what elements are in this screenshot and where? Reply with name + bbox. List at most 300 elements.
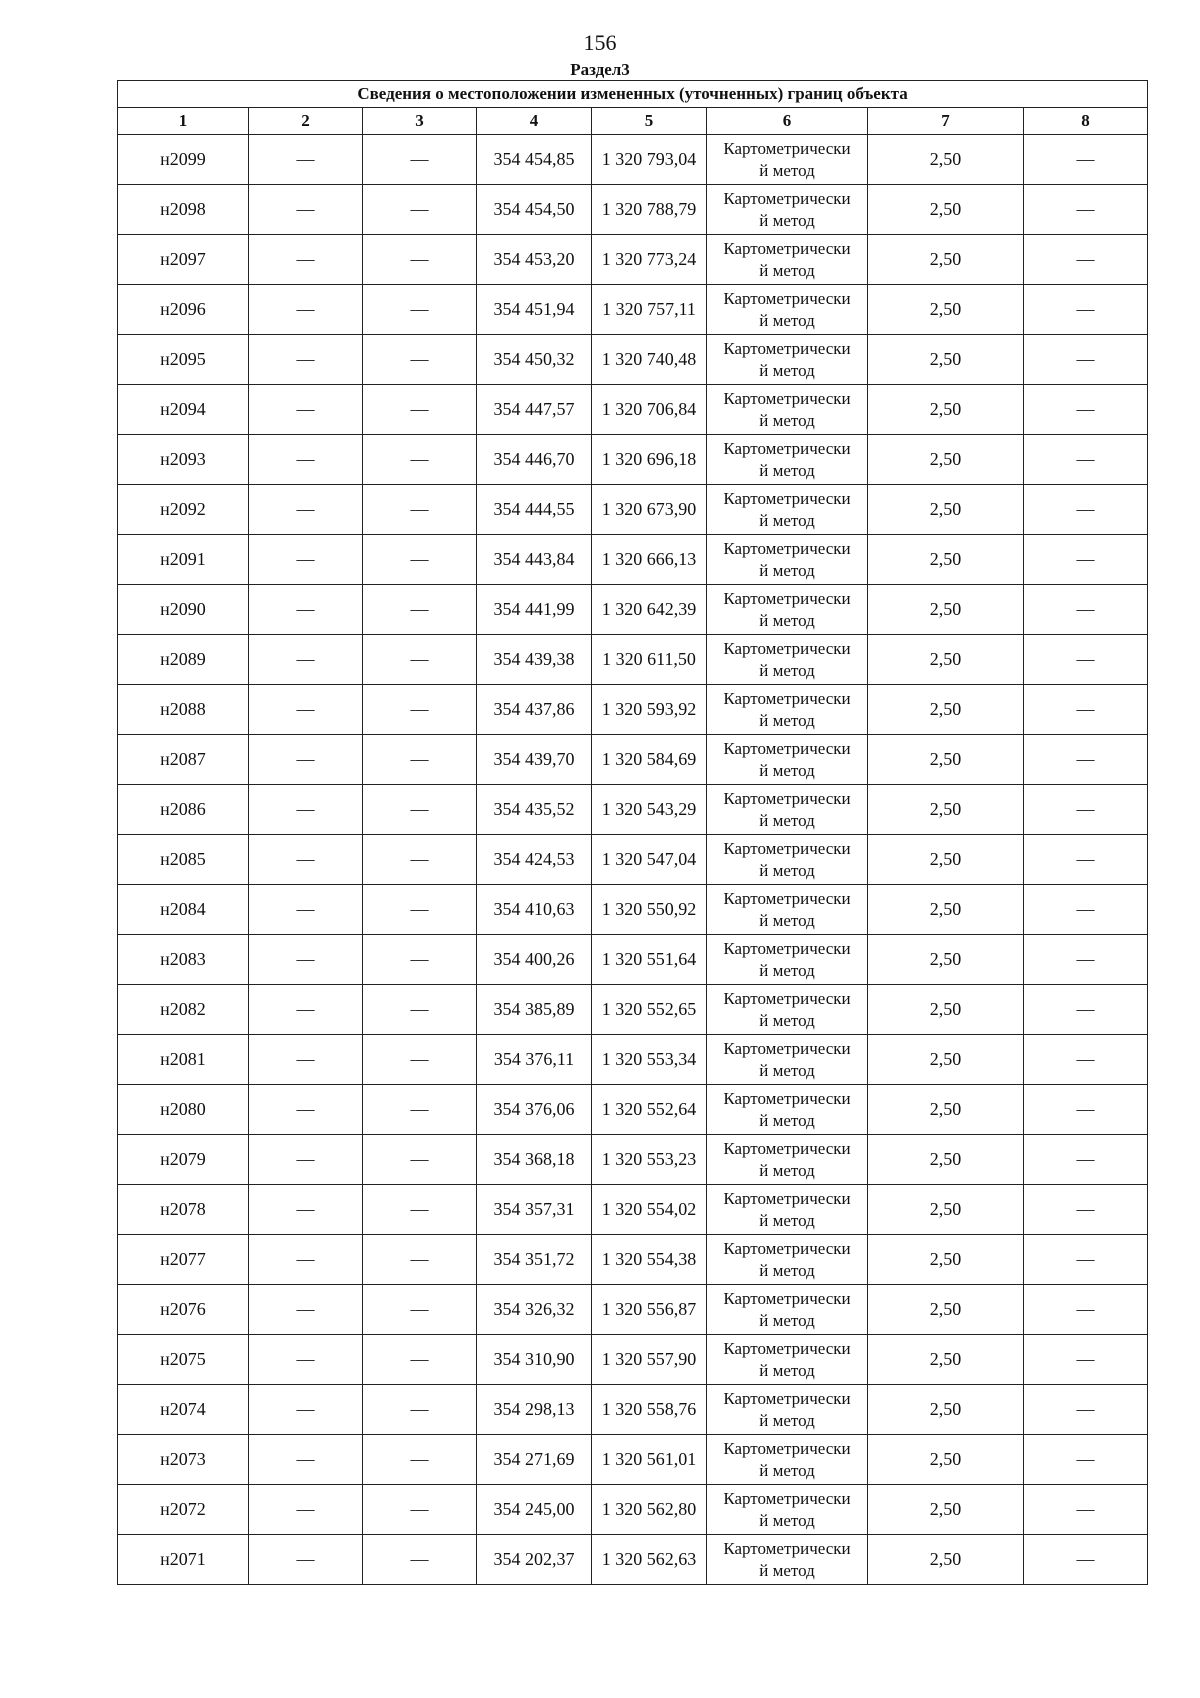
y-coordinate-cell: 1 320 561,01 [592, 1435, 707, 1485]
method-text-line1: Картометрически [723, 138, 851, 158]
accuracy-cell: 2,50 [868, 935, 1024, 985]
table-row [118, 1435, 1148, 1485]
column-number: 3 [363, 108, 477, 135]
method-text-line1: Картометрически [723, 438, 851, 458]
y-coordinate-cell: 1 320 562,80 [592, 1485, 707, 1535]
accuracy-cell: 2,50 [868, 285, 1024, 335]
method-cell [707, 185, 868, 235]
point-number-cell: н2082 [118, 985, 249, 1035]
method-text-line2: й метод [759, 310, 815, 330]
dash-cell: — [1024, 535, 1148, 585]
column-number: 7 [868, 108, 1024, 135]
method-text-line1: Картометрически [723, 988, 851, 1008]
point-number-cell: н2092 [118, 485, 249, 535]
dash-cell: — [1024, 185, 1148, 235]
dash-cell: — [1024, 1435, 1148, 1485]
y-coordinate-cell: 1 320 556,87 [592, 1285, 707, 1335]
y-coordinate-cell: 1 320 773,24 [592, 235, 707, 285]
method-text-line2: й метод [759, 1410, 815, 1430]
method-cell [707, 685, 868, 735]
dash-cell: — [249, 335, 363, 385]
y-coordinate-cell: 1 320 543,29 [592, 785, 707, 835]
dash-cell: — [249, 1235, 363, 1285]
x-coordinate-cell: 354 439,38 [477, 635, 592, 685]
y-coordinate-cell: 1 320 558,76 [592, 1385, 707, 1435]
point-number-cell: н2075 [118, 1335, 249, 1385]
table-row [118, 585, 1148, 635]
method-text-line1: Картометрически [723, 938, 851, 958]
dash-cell: — [249, 135, 363, 185]
method-text-line2: й метод [759, 710, 815, 730]
y-coordinate-cell: 1 320 553,23 [592, 1135, 707, 1185]
x-coordinate-cell: 354 351,72 [477, 1235, 592, 1285]
accuracy-cell: 2,50 [868, 185, 1024, 235]
table-row [118, 635, 1148, 685]
method-text-line1: Картометрически [723, 1088, 851, 1108]
table-caption: Сведения о местоположении измененных (уточненных) границ объекта [118, 81, 1148, 108]
column-number: 5 [592, 108, 707, 135]
y-coordinate-cell: 1 320 642,39 [592, 585, 707, 635]
method-text-line2: й метод [759, 1160, 815, 1180]
y-coordinate-cell: 1 320 793,04 [592, 135, 707, 185]
method-text-line1: Картометрически [723, 738, 851, 758]
point-number-cell: н2084 [118, 885, 249, 935]
dash-cell: — [363, 1485, 477, 1535]
dash-cell: — [363, 235, 477, 285]
dash-cell: — [1024, 1285, 1148, 1335]
method-cell [707, 1385, 868, 1435]
x-coordinate-cell: 354 376,11 [477, 1035, 592, 1085]
accuracy-cell: 2,50 [868, 635, 1024, 685]
x-coordinate-cell: 354 443,84 [477, 535, 592, 585]
dash-cell: — [249, 1485, 363, 1535]
dash-cell: — [363, 485, 477, 535]
method-text-line2: й метод [759, 810, 815, 830]
point-number-cell: н2097 [118, 235, 249, 285]
dash-cell: — [1024, 1535, 1148, 1585]
method-text-line1: Картометрически [723, 538, 851, 558]
point-number-cell: н2099 [118, 135, 249, 185]
y-coordinate-cell: 1 320 593,92 [592, 685, 707, 735]
x-coordinate-cell: 354 385,89 [477, 985, 592, 1035]
table-row [118, 1485, 1148, 1535]
dash-cell: — [363, 1185, 477, 1235]
dash-cell: — [249, 585, 363, 635]
method-text-line1: Картометрически [723, 1338, 851, 1358]
method-cell [707, 335, 868, 385]
accuracy-cell: 2,50 [868, 835, 1024, 885]
method-text-line2: й метод [759, 360, 815, 380]
point-number-cell: н2083 [118, 935, 249, 985]
dash-cell: — [249, 485, 363, 535]
accuracy-cell: 2,50 [868, 435, 1024, 485]
dash-cell: — [363, 935, 477, 985]
y-coordinate-cell: 1 320 562,63 [592, 1535, 707, 1585]
point-number-cell: н2087 [118, 735, 249, 785]
method-text-line2: й метод [759, 1360, 815, 1380]
method-text-line1: Картометрически [723, 388, 851, 408]
dash-cell: — [363, 335, 477, 385]
method-text-line2: й метод [759, 210, 815, 230]
dash-cell: — [249, 1335, 363, 1385]
accuracy-cell: 2,50 [868, 385, 1024, 435]
dash-cell: — [363, 1285, 477, 1335]
column-number: 4 [477, 108, 592, 135]
dash-cell: — [249, 935, 363, 985]
accuracy-cell: 2,50 [868, 335, 1024, 385]
method-text-line1: Картометрически [723, 188, 851, 208]
accuracy-cell: 2,50 [868, 535, 1024, 585]
dash-cell: — [249, 885, 363, 935]
dash-cell: — [249, 1435, 363, 1485]
dash-cell: — [363, 1335, 477, 1385]
method-text-line2: й метод [759, 1560, 815, 1580]
dash-cell: — [1024, 1135, 1148, 1185]
dash-cell: — [1024, 1035, 1148, 1085]
point-number-cell: н2091 [118, 535, 249, 585]
x-coordinate-cell: 354 310,90 [477, 1335, 592, 1385]
accuracy-cell: 2,50 [868, 735, 1024, 785]
x-coordinate-cell: 354 376,06 [477, 1085, 592, 1135]
table-row [118, 935, 1148, 985]
point-number-cell: н2076 [118, 1285, 249, 1335]
method-cell [707, 135, 868, 185]
dash-cell: — [363, 135, 477, 185]
x-coordinate-cell: 354 446,70 [477, 435, 592, 485]
y-coordinate-cell: 1 320 584,69 [592, 735, 707, 785]
method-cell [707, 1235, 868, 1285]
table-row [118, 435, 1148, 485]
point-number-cell: н2094 [118, 385, 249, 435]
method-text-line2: й метод [759, 1310, 815, 1330]
page-number: 156 [583, 30, 617, 55]
accuracy-cell: 2,50 [868, 1135, 1024, 1185]
point-number-cell: н2090 [118, 585, 249, 635]
accuracy-cell: 2,50 [868, 1185, 1024, 1235]
dash-cell: — [363, 735, 477, 785]
method-text-line1: Картометрически [723, 238, 851, 258]
table-body [118, 135, 1148, 1585]
table-row [118, 1385, 1148, 1435]
dash-cell: — [1024, 235, 1148, 285]
method-text-line2: й метод [759, 260, 815, 280]
table-row [118, 885, 1148, 935]
dash-cell: — [249, 1085, 363, 1135]
method-cell [707, 985, 868, 1035]
dash-cell: — [249, 985, 363, 1035]
method-cell [707, 1085, 868, 1135]
x-coordinate-cell: 354 454,50 [477, 185, 592, 235]
y-coordinate-cell: 1 320 552,65 [592, 985, 707, 1035]
table-row [118, 835, 1148, 885]
dash-cell: — [1024, 485, 1148, 535]
dash-cell: — [1024, 1085, 1148, 1135]
table-row [118, 1085, 1148, 1135]
point-number-cell: н2074 [118, 1385, 249, 1435]
section-title: Раздел3 [570, 60, 630, 79]
dash-cell: — [249, 735, 363, 785]
method-text-line2: й метод [759, 960, 815, 980]
method-text-line2: й метод [759, 1110, 815, 1130]
method-text-line2: й метод [759, 1210, 815, 1230]
dash-cell: — [1024, 885, 1148, 935]
dash-cell: — [1024, 285, 1148, 335]
dash-cell: — [249, 835, 363, 885]
method-cell [707, 385, 868, 435]
point-number-cell: н2079 [118, 1135, 249, 1185]
dash-cell: — [1024, 985, 1148, 1035]
method-text-line1: Картометрически [723, 1488, 851, 1508]
dash-cell: — [1024, 785, 1148, 835]
method-cell [707, 435, 868, 485]
dash-cell: — [363, 1235, 477, 1285]
y-coordinate-cell: 1 320 557,90 [592, 1335, 707, 1385]
dash-cell: — [1024, 1335, 1148, 1385]
accuracy-cell: 2,50 [868, 785, 1024, 835]
y-coordinate-cell: 1 320 552,64 [592, 1085, 707, 1135]
x-coordinate-cell: 354 439,70 [477, 735, 592, 785]
method-text-line1: Картометрически [723, 638, 851, 658]
x-coordinate-cell: 354 298,13 [477, 1385, 592, 1435]
dash-cell: — [1024, 435, 1148, 485]
point-number-cell: н2073 [118, 1435, 249, 1485]
y-coordinate-cell: 1 320 757,11 [592, 285, 707, 335]
table-row [118, 335, 1148, 385]
method-cell [707, 1135, 868, 1185]
y-coordinate-cell: 1 320 611,50 [592, 635, 707, 685]
accuracy-cell: 2,50 [868, 885, 1024, 935]
method-text-line1: Картометрически [723, 488, 851, 508]
method-text-line2: й метод [759, 160, 815, 180]
method-text-line1: Картометрически [723, 338, 851, 358]
accuracy-cell: 2,50 [868, 1435, 1024, 1485]
dash-cell: — [1024, 385, 1148, 435]
accuracy-cell: 2,50 [868, 985, 1024, 1035]
dash-cell: — [249, 1135, 363, 1185]
table-row [118, 685, 1148, 735]
point-number-cell: н2098 [118, 185, 249, 235]
point-number-cell: н2088 [118, 685, 249, 735]
y-coordinate-cell: 1 320 740,48 [592, 335, 707, 385]
y-coordinate-cell: 1 320 554,02 [592, 1185, 707, 1235]
y-coordinate-cell: 1 320 706,84 [592, 385, 707, 435]
y-coordinate-cell: 1 320 696,18 [592, 435, 707, 485]
table-row [118, 535, 1148, 585]
dash-cell: — [249, 1035, 363, 1085]
table-row [118, 235, 1148, 285]
point-number-cell: н2086 [118, 785, 249, 835]
dash-cell: — [1024, 935, 1148, 985]
x-coordinate-cell: 354 435,52 [477, 785, 592, 835]
method-text-line1: Картометрически [723, 788, 851, 808]
method-text-line2: й метод [759, 610, 815, 630]
y-coordinate-cell: 1 320 547,04 [592, 835, 707, 885]
x-coordinate-cell: 354 357,31 [477, 1185, 592, 1235]
dash-cell: — [363, 1385, 477, 1435]
accuracy-cell: 2,50 [868, 585, 1024, 635]
dash-cell: — [249, 285, 363, 335]
method-text-line2: й метод [759, 760, 815, 780]
column-number: 8 [1024, 108, 1148, 135]
accuracy-cell: 2,50 [868, 135, 1024, 185]
dash-cell: — [363, 285, 477, 335]
x-coordinate-cell: 354 326,32 [477, 1285, 592, 1335]
y-coordinate-cell: 1 320 550,92 [592, 885, 707, 935]
method-cell [707, 935, 868, 985]
method-text-line2: й метод [759, 910, 815, 930]
x-coordinate-cell: 354 454,85 [477, 135, 592, 185]
dash-cell: — [363, 885, 477, 935]
dash-cell: — [1024, 635, 1148, 685]
y-coordinate-cell: 1 320 673,90 [592, 485, 707, 535]
table-row [118, 1185, 1148, 1235]
x-coordinate-cell: 354 444,55 [477, 485, 592, 535]
point-number-cell: н2081 [118, 1035, 249, 1085]
method-cell [707, 1535, 868, 1585]
table-row [118, 1135, 1148, 1185]
x-coordinate-cell: 354 410,63 [477, 885, 592, 935]
table-row [118, 1035, 1148, 1085]
x-coordinate-cell: 354 271,69 [477, 1435, 592, 1485]
dash-cell: — [363, 1135, 477, 1185]
method-text-line1: Картометрически [723, 1138, 851, 1158]
method-text-line2: й метод [759, 660, 815, 680]
method-cell [707, 835, 868, 885]
point-number-cell: н2071 [118, 1535, 249, 1585]
dash-cell: — [1024, 585, 1148, 635]
dash-cell: — [363, 635, 477, 685]
x-coordinate-cell: 354 245,00 [477, 1485, 592, 1535]
x-coordinate-cell: 354 368,18 [477, 1135, 592, 1185]
point-number-cell: н2080 [118, 1085, 249, 1135]
dash-cell: — [1024, 1235, 1148, 1285]
dash-cell: — [363, 835, 477, 885]
method-text-line1: Картометрически [723, 1438, 851, 1458]
method-text-line1: Картометрически [723, 1288, 851, 1308]
method-text-line2: й метод [759, 860, 815, 880]
point-number-cell: н2095 [118, 335, 249, 385]
table-row [118, 785, 1148, 835]
dash-cell: — [1024, 1385, 1148, 1435]
dash-cell: — [363, 385, 477, 435]
dash-cell: — [363, 185, 477, 235]
x-coordinate-cell: 354 453,20 [477, 235, 592, 285]
method-cell [707, 1335, 868, 1385]
method-text-line1: Картометрически [723, 1188, 851, 1208]
table-row [118, 735, 1148, 785]
dash-cell: — [249, 435, 363, 485]
dash-cell: — [1024, 135, 1148, 185]
method-text-line1: Картометрически [723, 588, 851, 608]
table-row [118, 185, 1148, 235]
accuracy-cell: 2,50 [868, 1085, 1024, 1135]
method-cell [707, 635, 868, 685]
method-text-line1: Картометрически [723, 1538, 851, 1558]
dash-cell: — [249, 185, 363, 235]
column-number: 6 [707, 108, 868, 135]
method-cell [707, 285, 868, 335]
point-number-cell: н2085 [118, 835, 249, 885]
dash-cell: — [363, 685, 477, 735]
x-coordinate-cell: 354 400,26 [477, 935, 592, 985]
method-text-line2: й метод [759, 1460, 815, 1480]
method-cell [707, 535, 868, 585]
method-cell [707, 1285, 868, 1335]
method-text-line1: Картометрически [723, 1038, 851, 1058]
method-cell [707, 785, 868, 835]
x-coordinate-cell: 354 447,57 [477, 385, 592, 435]
method-text-line1: Картометрически [723, 688, 851, 708]
method-text-line2: й метод [759, 410, 815, 430]
accuracy-cell: 2,50 [868, 235, 1024, 285]
x-coordinate-cell: 354 451,94 [477, 285, 592, 335]
dash-cell: — [249, 1185, 363, 1235]
method-text-line1: Картометрически [723, 1388, 851, 1408]
table-row [118, 135, 1148, 185]
dash-cell: — [1024, 735, 1148, 785]
y-coordinate-cell: 1 320 666,13 [592, 535, 707, 585]
coordinates-table [117, 80, 1148, 1585]
method-text-line2: й метод [759, 1260, 815, 1280]
table-row [118, 1335, 1148, 1385]
dash-cell: — [363, 585, 477, 635]
accuracy-cell: 2,50 [868, 1285, 1024, 1335]
method-cell [707, 235, 868, 285]
accuracy-cell: 2,50 [868, 485, 1024, 535]
method-cell [707, 885, 868, 935]
dash-cell: — [249, 535, 363, 585]
dash-cell: — [249, 785, 363, 835]
method-cell [707, 1435, 868, 1485]
dash-cell: — [363, 1435, 477, 1485]
dash-cell: — [363, 985, 477, 1035]
method-text-line1: Картометрически [723, 838, 851, 858]
point-number-cell: н2089 [118, 635, 249, 685]
column-number: 2 [249, 108, 363, 135]
table-row [118, 1285, 1148, 1335]
table-row [118, 385, 1148, 435]
y-coordinate-cell: 1 320 551,64 [592, 935, 707, 985]
method-text-line1: Картометрически [723, 1238, 851, 1258]
table-row [118, 985, 1148, 1035]
method-cell [707, 585, 868, 635]
dash-cell: — [363, 1035, 477, 1085]
accuracy-cell: 2,50 [868, 1535, 1024, 1585]
accuracy-cell: 2,50 [868, 1035, 1024, 1085]
point-number-cell: н2072 [118, 1485, 249, 1535]
table-row [118, 1535, 1148, 1585]
dash-cell: — [1024, 685, 1148, 735]
x-coordinate-cell: 354 441,99 [477, 585, 592, 635]
point-number-cell: н2096 [118, 285, 249, 335]
method-cell [707, 735, 868, 785]
dash-cell: — [1024, 835, 1148, 885]
y-coordinate-cell: 1 320 788,79 [592, 185, 707, 235]
dash-cell: — [1024, 1485, 1148, 1535]
accuracy-cell: 2,50 [868, 1385, 1024, 1435]
method-cell [707, 485, 868, 535]
point-number-cell: н2093 [118, 435, 249, 485]
column-number-row [118, 108, 1148, 135]
method-text-line2: й метод [759, 560, 815, 580]
column-number: 1 [118, 108, 249, 135]
method-text-line2: й метод [759, 1510, 815, 1530]
dash-cell: — [249, 1535, 363, 1585]
method-cell [707, 1185, 868, 1235]
dash-cell: — [249, 635, 363, 685]
method-cell [707, 1485, 868, 1535]
method-cell [707, 1035, 868, 1085]
